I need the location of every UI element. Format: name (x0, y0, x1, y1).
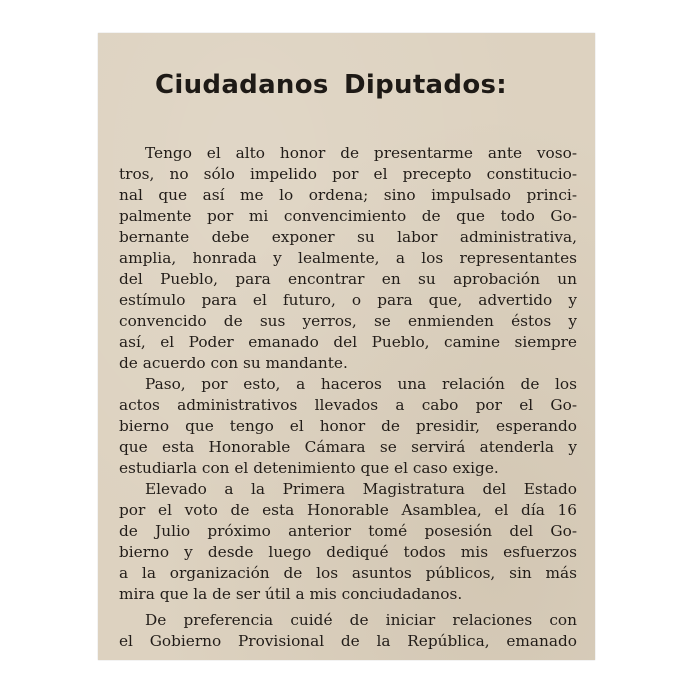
text-line: bernante debe exponer su labor administrativa, (119, 228, 577, 246)
page-heading: Ciudadanos Diputados: (155, 70, 507, 100)
text-line: así, el Poder emanado del Pueblo, camine siempre (119, 333, 577, 351)
text-line: estudiarla con el detenimiento que el caso exige. (119, 459, 499, 477)
document-page (98, 33, 595, 660)
text-line: a la organización de los asuntos públicos, sin más (119, 564, 577, 582)
document-body (119, 143, 577, 652)
paragraph-4 (119, 610, 577, 652)
text-line: bierno y desde luego dediqué todos mis esfuerzos (119, 543, 577, 561)
text-line: mira que la de ser útil a mis conciudadanos. (119, 585, 463, 603)
text-line: De preferencia cuidé de iniciar relaciones con (145, 611, 577, 629)
text-line: bierno que tengo el honor de presidir, esperando (119, 417, 577, 435)
text-line: de acuerdo con su mandante. (119, 354, 348, 372)
text-line: del Pueblo, para encontrar en su aprobación un (119, 270, 577, 288)
text-line: Tengo el alto honor de presentarme ante voso- (145, 144, 577, 162)
text-line: amplia, honrada y lealmente, a los representantes (119, 249, 577, 267)
paragraph-3 (119, 479, 577, 605)
paragraph-1 (119, 143, 577, 374)
text-line: estímulo para el futuro, o para que, advertido y (119, 291, 577, 309)
text-line: actos administrativos llevados a cabo por el Go- (119, 396, 577, 414)
text-line: nal que así me lo ordena; sino impulsado princi- (119, 186, 577, 204)
text-line: palmente por mi convencimiento de que todo Go- (119, 207, 577, 225)
text-line: Paso, por esto, a haceros una relación de los (145, 375, 577, 393)
text-line: el Gobierno Provisional de la República, emanado (119, 632, 577, 650)
text-line: tros, no sólo impelido por el precepto constitucio- (119, 165, 577, 183)
paragraph-2 (119, 374, 577, 479)
text-line: convencido de sus yerros, se enmienden éstos y (119, 312, 577, 330)
text-line: por el voto de esta Honorable Asamblea, el día 16 (119, 501, 577, 519)
text-line: Elevado a la Primera Magistratura del Estado (145, 480, 577, 498)
text-line: de Julio próximo anterior tomé posesión del Go- (119, 522, 577, 540)
text-line: que esta Honorable Cámara se servirá atenderla y (119, 438, 577, 456)
